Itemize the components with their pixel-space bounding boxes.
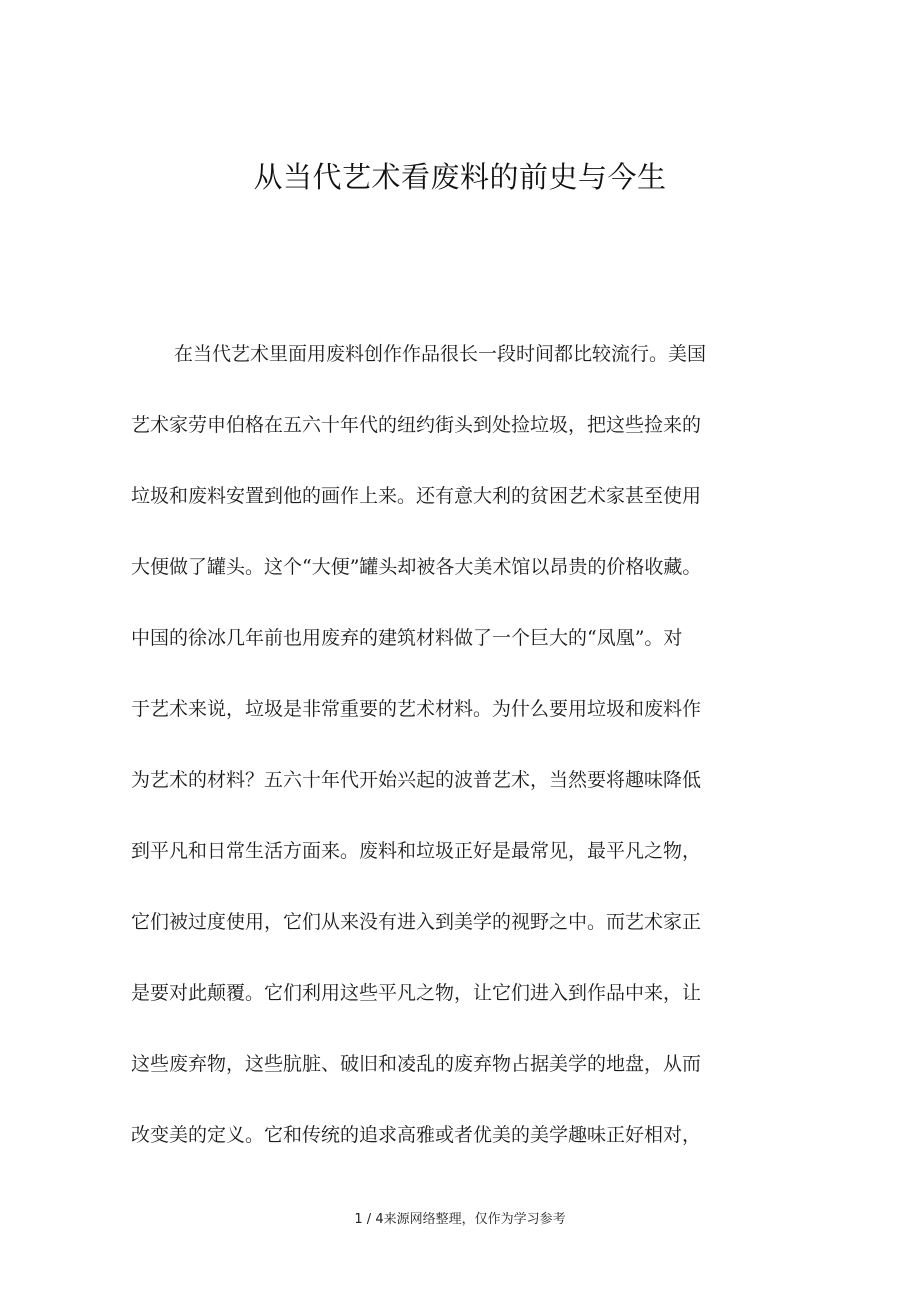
body-line-2: 艺术家劳申伯格在五六十年代的纽约街头到处捡垃圾，把这些捡来的	[131, 414, 702, 436]
body-line-8: 到平凡和日常生活方面来。废料和垃圾正好是最常见，最平凡之物，	[131, 840, 702, 862]
body-line-9: 它们被过度使用，它们从来没有进入到美学的视野之中。而艺术家正	[131, 911, 702, 933]
document-title: 从当代艺术看废料的前史与今生	[253, 160, 667, 194]
body-line-1: 在当代艺术里面用废料创作作品很长一段时间都比较流行。美国	[174, 343, 707, 365]
body-line-3: 垃圾和废料安置到他的画作上来。还有意大利的贫困艺术家甚至使用	[131, 485, 702, 507]
body-line-6: 于艺术来说，垃圾是非常重要的艺术材料。为什么要用垃圾和废料作	[131, 698, 702, 720]
page-footer: 1 / 4来源网络整理，仅作为学习参考	[354, 1212, 566, 1227]
body-line-11: 这些废弃物，这些肮脏、破旧和凌乱的废弃物占据美学的地盘，从而	[131, 1053, 702, 1075]
body-line-5: 中国的徐冰几年前也用废弃的建筑材料做了一个巨大的“凤凰”。对	[131, 627, 683, 649]
body-line-7: 为艺术的材料？五六十年代开始兴起的波普艺术，当然要将趣味降低	[131, 769, 702, 791]
body-line-12: 改变美的定义。它和传统的追求高雅或者优美的美学趣味正好相对，	[131, 1124, 702, 1146]
body-line-10: 是要对此颠覆。它们利用这些平凡之物，让它们进入到作品中来，让	[131, 982, 702, 1004]
body-line-4: 大便做了罐头。这个“大便”罐头却被各大美术馆以昂贵的价格收藏。	[131, 556, 702, 578]
